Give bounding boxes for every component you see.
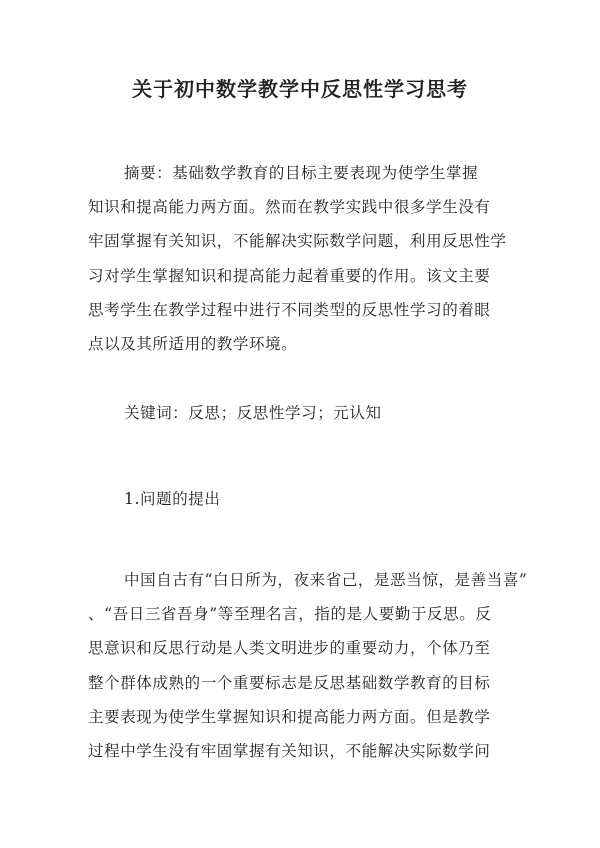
body-paragraph (88, 563, 528, 768)
body-line: 过程中学生没有牢固掌握有关知识，不能解决实际数学问 (88, 742, 491, 761)
section-heading (88, 482, 518, 516)
abstract-line: 思考学生在教学过程中进行不同类型的反思性学习的着眼 (88, 300, 491, 319)
abstract-line: 知识和提高能力两方面。然而在教学实践中很多学生没有 (88, 198, 491, 217)
section-heading-text: 1.问题的提出 (124, 490, 221, 508)
body-line: 主要表现为使学生掌握知识和提高能力两方面。但是教学 (88, 707, 491, 726)
body-line: 、“吾日三省吾身”等至理名言，指的是人要勤于反思。反 (88, 605, 492, 624)
body-line: 思意识和反思行动是人类文明进步的重要动力，个体乃至 (88, 639, 491, 658)
body-line: 中国自古有“白日所为，夜来省己，是恶当惊，是善当喜” (124, 571, 528, 589)
keywords-line: 关键词：反思；反思性学习；元认知 (124, 404, 382, 422)
abstract-paragraph (88, 156, 518, 361)
body-line: 整个群体成熟的一个重要标志是反思基础数学教育的目标 (88, 673, 491, 692)
page-title: 关于初中数学教学中反思性学习思考 (132, 77, 468, 101)
abstract-line: 点以及其所适用的教学环境。 (88, 335, 298, 354)
keywords-paragraph (88, 396, 518, 430)
abstract-line: 牢固掌握有关知识，不能解决实际数学问题，利用反思性学 (88, 232, 507, 251)
abstract-line: 摘要：基础数学教育的目标主要表现为使学生掌握 (124, 164, 479, 182)
abstract-line: 习对学生掌握知识和提高能力起着重要的作用。该文主要 (88, 266, 491, 285)
